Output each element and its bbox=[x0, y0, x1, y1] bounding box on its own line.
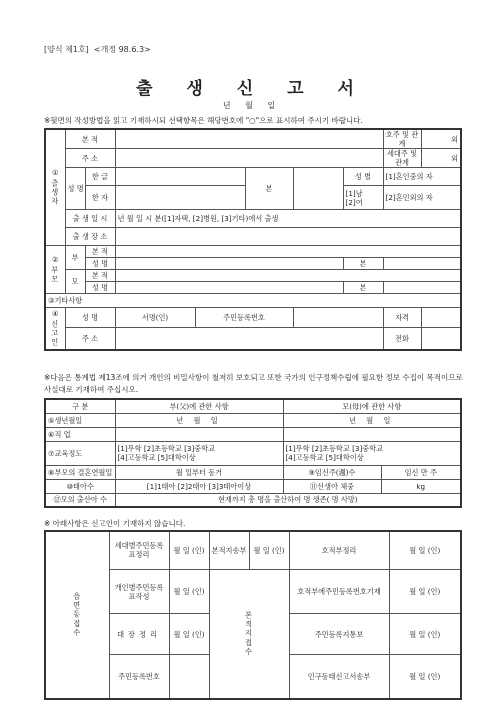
sec1-juso-value[interactable] bbox=[115, 149, 383, 168]
sec2-mother-honjeok-value[interactable] bbox=[115, 270, 461, 282]
sec2-father-name: 성 명 bbox=[85, 258, 115, 270]
stats-mother-job[interactable] bbox=[283, 427, 461, 441]
sec3-label[interactable]: ③기타사항 bbox=[45, 294, 461, 308]
sec1-wa1: 외 bbox=[421, 129, 461, 149]
stats-father-birthdate[interactable]: 년 월 일 bbox=[115, 413, 283, 427]
sec4-qualification-value[interactable] bbox=[421, 308, 461, 328]
sec2-mother-bon-value[interactable] bbox=[383, 282, 461, 294]
sec1-birth-date: 출 생 일 시 bbox=[65, 210, 115, 228]
sec1-birth-place-value[interactable] bbox=[115, 228, 461, 246]
stats-education: ⑦교육정도 bbox=[45, 441, 115, 465]
sec1-male-female[interactable]: [1]남 [2]여 bbox=[343, 186, 383, 210]
sec4-seal[interactable]: 서명(인) bbox=[115, 308, 195, 328]
page-title: 출 생 신 고 서 bbox=[136, 79, 368, 99]
sec2-father-honjeok: 본 적 bbox=[85, 246, 115, 258]
sec2-mother: 모 bbox=[65, 270, 85, 294]
stats-marriage: ⑧부모의 결혼연월일 bbox=[45, 465, 115, 479]
office-c2-value[interactable]: 월 일 (인) bbox=[389, 569, 461, 614]
sec1-bon: 본 bbox=[245, 168, 293, 210]
office-a1: 세대별주민등록표정리 bbox=[109, 531, 169, 569]
stats-multiples-value[interactable]: [1]1태아 [2]2태아 [3]3태아이상 bbox=[115, 479, 283, 493]
office-b1: 본적지송부 bbox=[209, 531, 249, 569]
sec1-juso: 주 소 bbox=[65, 149, 115, 168]
office-a3-value[interactable]: 월 일 (인) bbox=[169, 614, 209, 654]
stats-father-education[interactable]: [1]무학 [2]초등학교 [3]중학교 [4]고등학교 [5]대학이상 bbox=[115, 441, 283, 465]
sec2-father-bon-value[interactable] bbox=[383, 258, 461, 270]
sec1-honjeok: 본 적 bbox=[65, 129, 115, 149]
sec1-sex: 성 별 bbox=[343, 168, 383, 186]
sec1-label: ①출생자 bbox=[45, 129, 65, 246]
stats-job: ⑥직 업 bbox=[45, 427, 115, 441]
office-c3: 주민등록지통보 bbox=[289, 614, 389, 654]
sec2-mother-honjeok: 본 적 bbox=[85, 270, 115, 282]
stats-table bbox=[44, 398, 462, 508]
office-c4-value[interactable]: 월 일 (인) bbox=[389, 654, 461, 699]
sec1-seidaeju-rel: 세대주 및 관계 bbox=[383, 149, 421, 168]
office-a3: 대장정리 bbox=[109, 614, 169, 654]
stat-note: ※다음은 통계법 제13조에 의거 개인의 비밀사항이 철저히 보호되고 또한 국가의 인구정책수립에 필요한 정보 수집이 목적이므로 사실대로 기재하여 주십시오. bbox=[44, 373, 463, 394]
stats-weight: ⑪신생아 체중 bbox=[283, 479, 381, 493]
sec2-label: ②부모 bbox=[45, 246, 65, 294]
sec1-hoju-rel: 호주 및 관계 bbox=[383, 129, 421, 149]
sec2-father-bon: 본 bbox=[343, 258, 383, 270]
stats-mother-birthdate[interactable]: 년 월 일 bbox=[283, 413, 461, 427]
sec2-father-honjeok-value[interactable] bbox=[115, 246, 461, 258]
sec1-birth-date-value[interactable]: 년 월 일 시 분([1]자택, [2]병원, [3]기타)에서 출생 bbox=[115, 210, 461, 228]
stats-mother-education[interactable]: [1]무학 [2]초등학교 [3]중학교 [4]고등학교 [5]대학이상 bbox=[283, 441, 461, 465]
sec4-phone: 전화 bbox=[383, 328, 421, 350]
stats-father-info: 부(父)에 관한 사항 bbox=[115, 399, 283, 413]
sec1-birth-place: 출 생 장 소 bbox=[65, 228, 115, 246]
sec2-mother-name-value[interactable] bbox=[115, 282, 343, 294]
instruction-note: ※뒷면의 작성방법을 읽고 기재하시되 선택항목은 해당번호에 "○"으로 표시하여 주시기 바랍니다. bbox=[44, 116, 363, 125]
stats-multiples: ⑩태아수 bbox=[45, 479, 115, 493]
sec1-name: 성 명 bbox=[65, 168, 85, 210]
sec2-mother-bon: 본 bbox=[343, 282, 383, 294]
office-table bbox=[44, 530, 462, 700]
sec4-qualification: 자격 bbox=[383, 308, 421, 328]
stats-mother-births: ⑫모의 출산아 수 bbox=[45, 493, 115, 507]
sec2-father-name-value[interactable] bbox=[115, 258, 343, 270]
office-eup: 읍면동접수 bbox=[45, 531, 109, 699]
sec1-hanja-value[interactable] bbox=[115, 186, 245, 210]
stats-birthdate: ⑤생년월일 bbox=[45, 413, 115, 427]
sec1-bon-value[interactable] bbox=[293, 168, 343, 210]
stats-category: 구 분 bbox=[45, 399, 115, 413]
stats-marriage-value[interactable]: 월 일부터 동거 bbox=[115, 465, 283, 479]
sec4-resident-no: 주민등록번호 bbox=[195, 308, 293, 328]
office-c1-value[interactable]: 월 일 (인) bbox=[389, 531, 461, 569]
office-a4-value[interactable] bbox=[169, 654, 209, 699]
office-c3-value[interactable]: 월 일 (인) bbox=[389, 614, 461, 654]
sec1-hanja: 한 자 bbox=[85, 186, 115, 210]
office-c1: 호적부정리 bbox=[289, 531, 389, 569]
form-number: [양식 제1호] <개정 98.6.3> bbox=[44, 45, 151, 54]
stats-mother-births-value[interactable]: 현재까지 총 명을 출산하여 명 생존( 명 사망) bbox=[115, 493, 461, 507]
sec4-address-value[interactable] bbox=[115, 328, 383, 350]
office-a1-value[interactable]: 월 일 (인) bbox=[169, 531, 209, 569]
sec4-resident-no-value[interactable] bbox=[293, 308, 383, 328]
office-a2: 개인별주민등록표작성 bbox=[109, 569, 169, 614]
sec1-hangul-value[interactable] bbox=[115, 168, 245, 186]
sec2-father: 부 bbox=[65, 246, 85, 270]
office-note: ※ 아래사항은 신고인이 기재하지 않습니다. bbox=[44, 519, 186, 528]
sec1-honjeok-value[interactable] bbox=[115, 129, 383, 149]
stats-weight-value[interactable]: kg bbox=[381, 479, 461, 493]
office-c2: 호적부에주민등록번호기재 bbox=[289, 569, 389, 614]
sec4-name: 성 명 bbox=[65, 308, 115, 328]
stats-mother-info: 모(母)에 관한 사항 bbox=[283, 399, 461, 413]
sec4-label: ④신고인 bbox=[45, 308, 65, 350]
sec1-out-wedlock[interactable]: [2]혼인외의 자 bbox=[383, 186, 461, 210]
sec4-address: 주 소 bbox=[65, 328, 115, 350]
sec4-phone-value[interactable] bbox=[421, 328, 461, 350]
office-c4: 인구동태신고서송부 bbox=[289, 654, 389, 699]
sec1-hangul: 한 글 bbox=[85, 168, 115, 186]
sec1-wa2: 외 bbox=[421, 149, 461, 168]
sec1-in-wedlock[interactable]: [1]혼인중의 자 bbox=[383, 168, 461, 186]
office-b1-value[interactable]: 월 일 (인) bbox=[249, 531, 289, 569]
stats-pregnancy-value[interactable]: 임신 만 주 bbox=[381, 465, 461, 479]
stats-pregnancy: ⑨임신주(週)수 bbox=[283, 465, 381, 479]
sec2-mother-name: 성 명 bbox=[85, 282, 115, 294]
stats-father-job[interactable] bbox=[115, 427, 283, 441]
office-a2-value[interactable]: 월 일 (인) bbox=[169, 569, 209, 614]
office-honjeok-jeopsu: 본적지접수 bbox=[209, 569, 289, 699]
office-a4: 주민등록번호 bbox=[109, 654, 169, 699]
date-line: 년 월 일 bbox=[222, 101, 282, 110]
main-form-table bbox=[44, 128, 462, 351]
